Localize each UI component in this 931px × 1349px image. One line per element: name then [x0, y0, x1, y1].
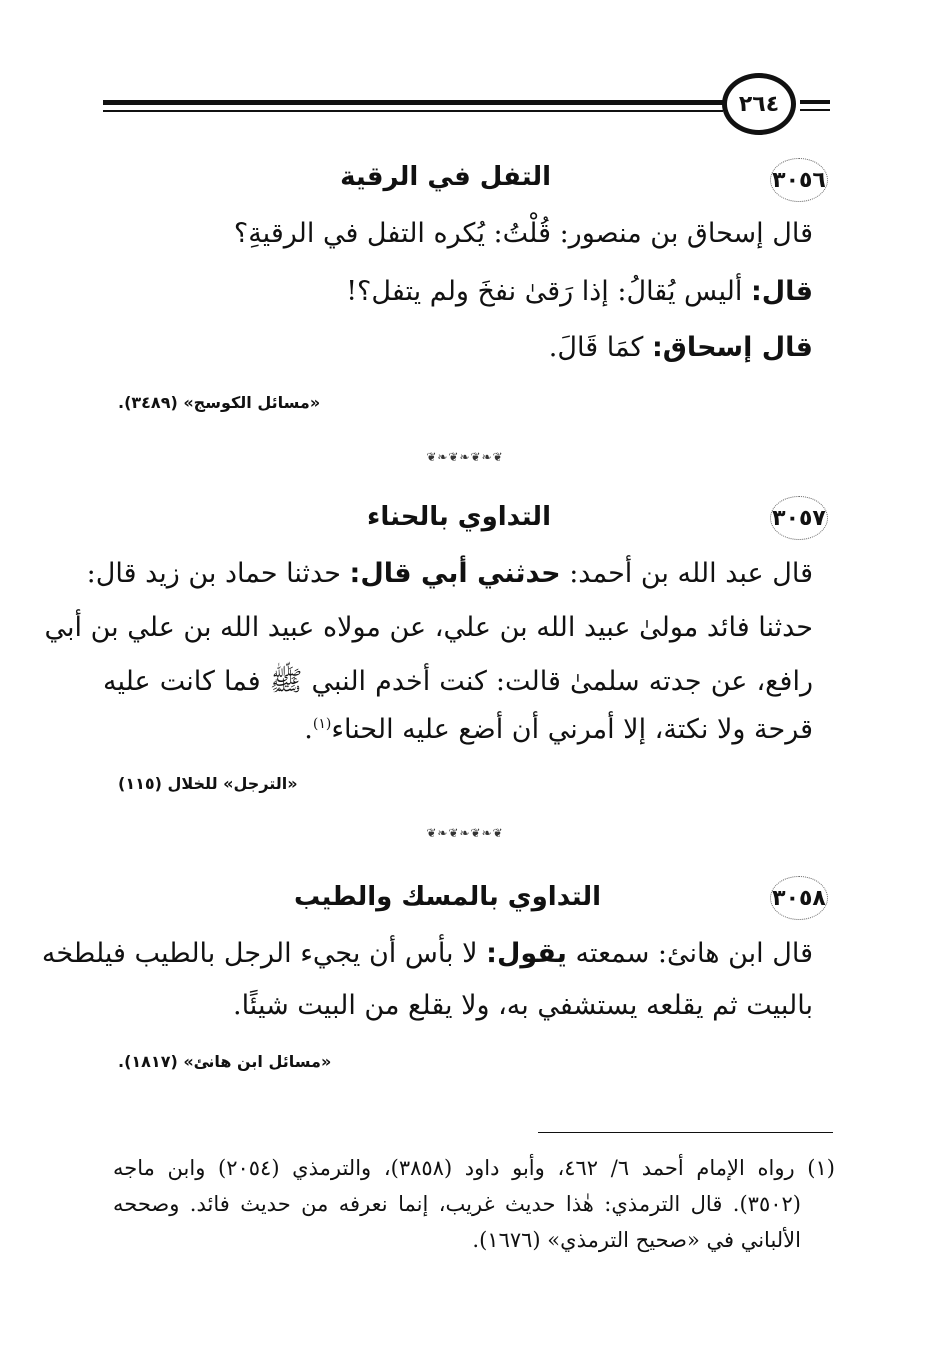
entry-text-line: رافع، عن جدته سلمىٰ قالت: كنت أخدم النبي ﷺ فما كانت عليه [103, 666, 813, 697]
entry-text: كمَا قَالَ. [548, 332, 644, 363]
entry-text-line: بالبيت ثم يقلعه يستشفي به، ولا يقلع من البيت شيئًا. [232, 990, 813, 1021]
section-ornament: ❦❧❦❧❦❧❦ [426, 826, 504, 840]
footnote-text: رواه الإمام أحمد ٦/ ٤٦٢، وأبو داود (٣٨٥٨)، والترمذي (٢٠٥٤) وابن ماجه [113, 1156, 795, 1180]
header-rule-stub-thin [800, 109, 830, 111]
header-rule-thick [103, 100, 723, 105]
entry-source: «مسائل الكوسج» (٣٤٨٩). [118, 393, 321, 412]
header-rule-thin [103, 110, 723, 112]
footnote-marker: (١) [807, 1156, 835, 1180]
footnote-rule [538, 1132, 833, 1133]
footnote-line [113, 1156, 835, 1180]
footnote-line: (٣٥٠٢). قال الترمذي: هٰذا حديث غريب، إنما نعرفه من حديث فائد. وصححه [113, 1192, 801, 1216]
entry-number-badge: ٣٠٥٦ [764, 158, 834, 202]
entry-text-line [549, 332, 813, 363]
entry-text-line: قرحة ولا نكتة، إلا أمرني أن أضع عليه الحناء$^{(١)}$. [304, 714, 813, 745]
entry-text: قال ابن هانئ: سمعته [575, 938, 813, 969]
header-rule-stub [800, 100, 830, 104]
entry-text-line [346, 276, 813, 307]
entry-title: التفل في الرقية [340, 162, 551, 192]
speaker-label: يقول: [486, 938, 567, 969]
section-ornament: ❦❧❦❧❦❧❦ [426, 450, 504, 464]
footnote-line: الألباني في «صحيح الترمذي» (١٦٧٦). [472, 1228, 801, 1252]
entry-number-badge: ٣٠٥٧ [764, 496, 834, 540]
entry-text: أليس يُقالُ: إذا رَقىٰ نفخَ ولم يتفل؟! [346, 276, 743, 307]
entry-title: التداوي بالحناء [367, 502, 551, 532]
speaker-label: قال: [750, 276, 813, 307]
entry-text-line: قال إسحاق بن منصور: قُلْتُ: يُكره التفل في الرقيةِ؟ [233, 218, 813, 249]
page-number: ٢٦٤ [722, 73, 796, 135]
speaker-label: قال إسحاق: [652, 332, 813, 363]
footnote-ref[interactable]: (١) [312, 716, 332, 732]
entry-text: قرحة ولا نكتة، إلا أمرني أن أضع عليه الحناء [331, 714, 813, 745]
entry-text: لا بأس أن يجيء الرجل بالطيب فيلطخه [41, 938, 478, 969]
entry-title: التداوي بالمسك والطيب [294, 882, 601, 912]
narration-chain: حدثني أبي قال: [349, 558, 561, 589]
entry-number-badge: ٣٠٥٨ [764, 876, 834, 920]
entry-source: «الترجل» للخلال (١١٥) [118, 774, 298, 793]
entry-text-line: حدثنا فائد مولىٰ عبيد الله بن علي، عن مولاه عبيد الله بن علي بن أبي [44, 612, 813, 643]
entry-text-line [86, 558, 813, 589]
entry-source: «مسائل ابن هانئ» (١٨١٧). [118, 1052, 332, 1071]
entry-text: حدثنا حماد بن زيد قال: [86, 558, 341, 589]
entry-text-line [41, 938, 813, 969]
entry-text: قال عبد الله بن أحمد: [569, 558, 813, 589]
